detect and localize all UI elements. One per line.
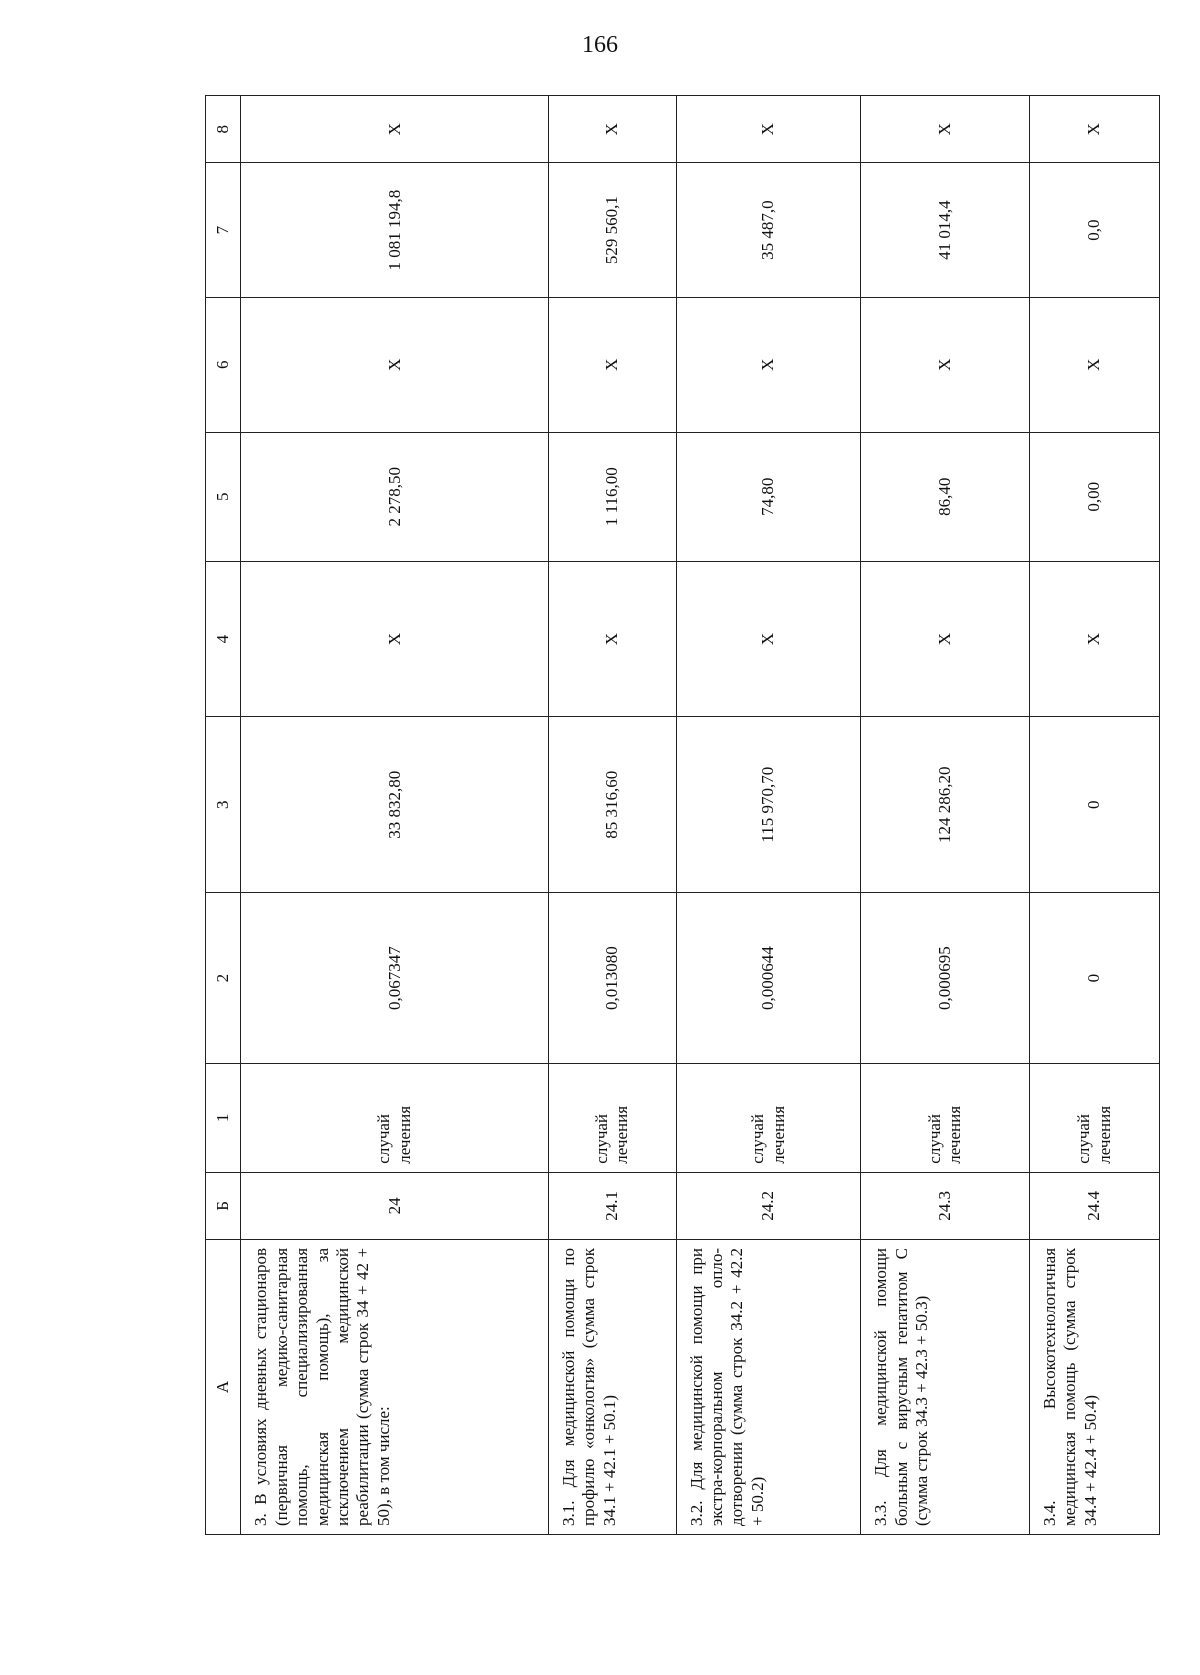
row-col6: Х	[861, 297, 1030, 432]
row-col8: Х	[861, 96, 1030, 163]
header-cell-5: 5	[206, 432, 241, 561]
row-col8: Х	[549, 96, 677, 163]
row-col7: 1 081 194,8	[241, 163, 549, 298]
header-cell-2: 2	[206, 893, 241, 1064]
header-cell-b: Б	[206, 1172, 241, 1239]
row-col7: 41 014,4	[861, 163, 1030, 298]
row-col4: Х	[676, 561, 861, 716]
row-col3: 85 316,60	[549, 717, 677, 893]
row-unit: случай лечения	[1074, 1105, 1114, 1164]
row-col7: 35 487,0	[676, 163, 861, 298]
row-description: 3.4. Высокотехнологичная медицинская помощь (сумма строк 34.4 + 42.4 + 50.4)	[1030, 1239, 1160, 1534]
unit-cell	[861, 1064, 1030, 1173]
row-col2: 0,000644	[676, 893, 861, 1064]
header-cell-7: 7	[206, 163, 241, 298]
row-col4: Х	[549, 561, 677, 716]
row-col6: Х	[241, 297, 549, 432]
row-col4: Х	[861, 561, 1030, 716]
header-cell-8: 8	[206, 96, 241, 163]
row-col4: Х	[1030, 561, 1160, 716]
header-cell-a: А	[206, 1239, 241, 1534]
row-col2: 0	[1030, 893, 1160, 1064]
row-description: 3.2. Для медицинской помощи при экстра-корпоральном опло-дотворении (сумма строк 34.2 + 42.2 + 50.2)	[676, 1239, 861, 1534]
header-cell-1: 1	[206, 1064, 241, 1173]
unit-cell	[241, 1064, 549, 1173]
row-col6: Х	[676, 297, 861, 432]
row-code: 24.4	[1030, 1172, 1160, 1239]
header-row	[206, 96, 241, 1535]
table-row	[1030, 96, 1160, 1535]
row-col5: 74,80	[676, 432, 861, 561]
row-col6: Х	[1030, 297, 1160, 432]
row-unit: случай лечения	[748, 1105, 788, 1164]
row-unit: случай лечения	[924, 1105, 965, 1164]
row-unit: случай лечения	[591, 1105, 632, 1164]
header-cell-4: 4	[206, 561, 241, 716]
table-row	[861, 96, 1030, 1535]
row-col3: 124 286,20	[861, 717, 1030, 893]
row-code: 24.2	[676, 1172, 861, 1239]
header-cell-3: 3	[206, 717, 241, 893]
row-code: 24.1	[549, 1172, 677, 1239]
row-code: 24	[241, 1172, 549, 1239]
row-col3: 33 832,80	[241, 717, 549, 893]
row-description: 3.3. Для медицинской помощи больным с вирусным гепатитом С (сумма строк 34.3 + 42.3 + 50.3)	[861, 1239, 1030, 1534]
row-description: 3.1. Для медицинской помощи по профилю «онкология» (сумма строк 34.1 + 42.1 + 50.1)	[549, 1239, 677, 1534]
row-col7: 0,0	[1030, 163, 1160, 298]
table-row	[549, 96, 677, 1535]
row-code: 24.3	[861, 1172, 1030, 1239]
header-cell-6: 6	[206, 297, 241, 432]
row-col5: 1 116,00	[549, 432, 677, 561]
row-description: 3. В условиях дневных стационаров (первичная медико-санитарная помощь, специализированная медицинская помощь), за исключением медицинской реабилитации (сумма строк 34 + 42 + 50), в том числе:	[241, 1239, 549, 1534]
table-row	[676, 96, 861, 1535]
row-col7: 529 560,1	[549, 163, 677, 298]
row-unit: случай лечения	[374, 1105, 414, 1164]
rotated-table-container	[205, 95, 1160, 1535]
data-table	[205, 95, 1160, 1535]
row-col5: 86,40	[861, 432, 1030, 561]
row-col8: Х	[241, 96, 549, 163]
row-col3: 115 970,70	[676, 717, 861, 893]
row-col2: 0,000695	[861, 893, 1030, 1064]
row-col5: 2 278,50	[241, 432, 549, 561]
table-row	[241, 96, 549, 1535]
row-col3: 0	[1030, 717, 1160, 893]
unit-cell	[1030, 1064, 1160, 1173]
row-col2: 0,013080	[549, 893, 677, 1064]
row-col2: 0,067347	[241, 893, 549, 1064]
row-col8: Х	[1030, 96, 1160, 163]
row-col4: Х	[241, 561, 549, 716]
page-number: 166	[582, 32, 618, 58]
row-col6: Х	[549, 297, 677, 432]
unit-cell	[549, 1064, 677, 1173]
row-col5: 0,00	[1030, 432, 1160, 561]
unit-cell	[676, 1064, 861, 1173]
row-col8: Х	[676, 96, 861, 163]
